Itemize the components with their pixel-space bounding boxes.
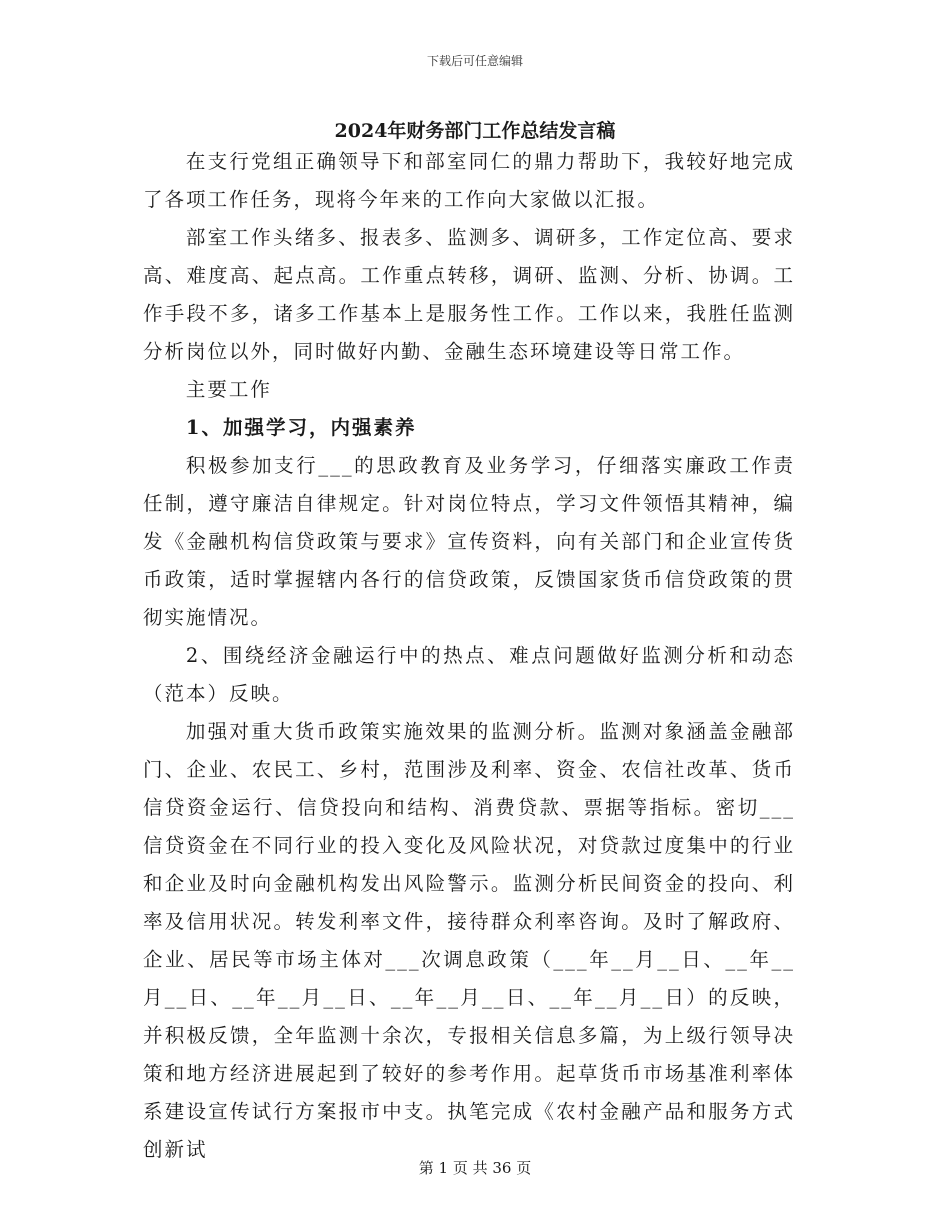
paragraph-overview: 部室工作头绪多、报表多、监测多、调研多，工作定位高、要求高、难度高、起点高。工作重点转移，调研、监测、分析、协调。工作手段不多，诸多工作基本上是服务性工作。工作以来，我胜任监测分析岗位以外，同时做好内勤、金融生态环境建设等日常工作。	[143, 226, 795, 363]
page-number: 第 1 页 共 36 页	[418, 1159, 532, 1177]
section-heading-monitoring: 2、围绕经济金融运行中的热点、难点问题做好监测分析和动态（范本）反映。	[143, 644, 795, 705]
page-header: 下载后可任意编辑	[426, 54, 523, 68]
section-label-main-work: 主要工作	[185, 378, 272, 401]
paragraph-intro: 在支行党组正确领导下和部室同仁的鼎力帮助下，我较好地完成了各项工作任务，现将今年来的工作向大家做以汇报。	[143, 150, 795, 211]
document-title: 2024年财务部门工作总结发言稿	[334, 120, 616, 142]
paragraph-study: 积极参加支行___的思政教育及业务学习，仔细落实廉政工作责任制，遵守廉洁自律规定。针对岗位特点，学习文件领悟其精神，编发《金融机构信贷政策与要求》宣传资料，向有关部门和企业宣传货币政策，适时掌握辖内各行的信贷政策，反馈国家货币信贷政策的贯彻实施情况。	[143, 454, 795, 629]
paragraph-monitoring: 加强对重大货币政策实施效果的监测分析。监测对象涵盖金融部门、企业、农民工、乡村，范围涉及利率、资金、农信社改革、货币信贷资金运行、信贷投向和结构、消费贷款、票据等指标。密切___信贷资金在不同行业的投入变化及风险状况，对贷款过度集中的行业和企业及时向金融机构发出风险警示。监测分析民间资金的投向、利率及信用状况。转发利率文件，接待群众利率咨询。及时了解政府、企业、居民等市场主体对___次调息政策（___年__月__日、__年__月__日、__年__月__日、__年__月__日、__年__月__日）的反映，并积极反馈，全年监测十余次，专报相关信息多篇，为上级行领导决策和地方经济进展起到了较好的参考作用。起草货币市场基准利率体系建设宣传试行方案报市中支。执笔完成《农村金融产品和服务方式创新试	[143, 720, 795, 1161]
section-heading-study: 1、加强学习，内强素养	[185, 416, 417, 439]
document-body	[143, 143, 795, 1169]
